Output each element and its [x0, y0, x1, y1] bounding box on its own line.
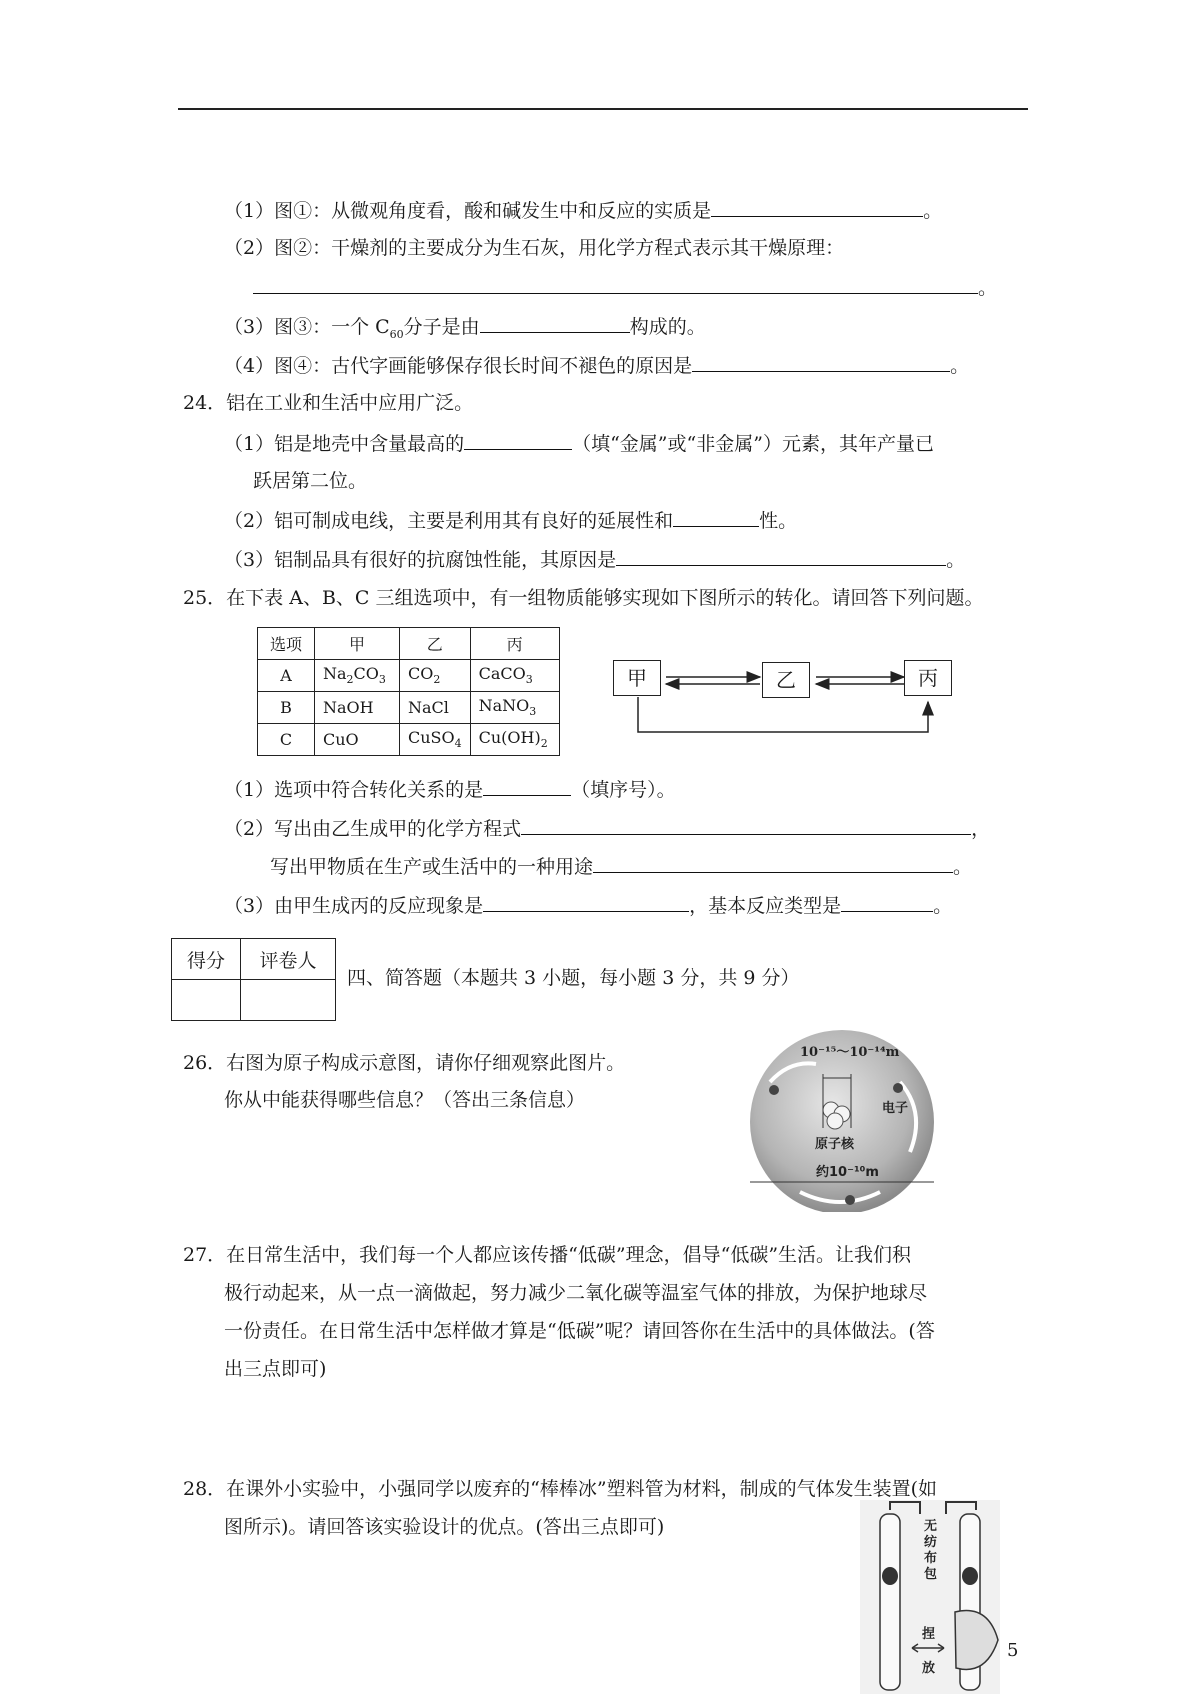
header-cell: 乙	[400, 628, 471, 660]
q23-part4: （4）图④：古代字画能够保存很长时间不褪色的原因是 。	[224, 351, 969, 379]
atom-size-label: 约10⁻¹⁰m	[816, 1165, 879, 1180]
q24-part2: （2）铝可制成电线，主要是利用其有良好的延展性和 性。	[224, 506, 797, 534]
answer-blank[interactable]	[464, 429, 572, 450]
q23-part3: （3）图③：一个 $C_{60}$分子是由 构成的。	[224, 312, 706, 348]
score-header: 得分	[172, 939, 241, 980]
answer-blank[interactable]	[593, 852, 953, 873]
electron-dot	[893, 1083, 903, 1093]
gas-generator-figure	[860, 1500, 1000, 1694]
reviewer-header: 评卷人	[241, 939, 336, 980]
q28-line2: 图所示)。请回答该实验设计的优点。(答出三点即可)	[224, 1516, 665, 1538]
answer-blank[interactable]	[521, 814, 971, 835]
q25-part1: （1）选项中符合转化关系的是 （填序号）。	[224, 775, 676, 803]
q27-line1: 27．在日常生活中，我们每一个人都应该传播“低碳”理念，倡导“低碳”生活。让我们积	[183, 1244, 912, 1266]
score-table	[171, 938, 336, 1021]
bing-cell: NaNO$_3$	[470, 692, 559, 724]
answer-blank[interactable]	[616, 545, 946, 566]
header-rule	[178, 108, 1028, 110]
release-label: 放	[922, 1661, 936, 1676]
q23-part1: （1）图①：从微观角度看，酸和碱发生中和反应的实质是 。	[224, 196, 942, 224]
table-row	[258, 724, 560, 756]
q27-line2: 极行动起来，从一点一滴做起，努力减少二氧化碳等温室气体的排放，为保护地球尽	[224, 1282, 928, 1304]
answer-blank[interactable]	[483, 891, 689, 912]
arrow-jia-to-bing	[638, 697, 928, 732]
q25-part3: （3）由甲生成丙的反应现象是 ，基本反应类型是 。	[224, 891, 952, 919]
yi-cell: $CO_2$	[400, 660, 471, 692]
page-number: 5	[1007, 1640, 1019, 1661]
electron-label: 电子	[882, 1101, 909, 1116]
answer-blank[interactable]	[253, 273, 978, 294]
table-header-row	[258, 628, 560, 660]
jia-cell: NaOH	[315, 692, 400, 724]
q27-line3: 一份责任。在日常生活中怎样做才算是“低碳”呢？请回答你在生活中的具体做法。(答	[224, 1320, 935, 1342]
q25-title: 25．在下表 A、B、C 三组选项中，有一组物质能够实现如下图所示的转化。请回答下列问题。	[183, 587, 984, 609]
nonwoven-bag	[962, 1567, 978, 1585]
jia-cell: $Na_2CO_3$	[315, 660, 400, 692]
q26-line2: 你从中能获得哪些信息？（答出三条信息）	[224, 1089, 586, 1111]
answer-blank[interactable]	[711, 196, 923, 217]
header-cell: 甲	[315, 628, 400, 660]
squeeze-label: 捏	[922, 1627, 936, 1642]
nucleus-particle	[827, 1113, 843, 1129]
box-yi: 乙	[762, 662, 810, 698]
box-bing: 丙	[904, 660, 952, 696]
q23-part2-answer: 。	[253, 273, 997, 301]
section-heading: 四、简答题（本题共 3 小题，每小题 3 分，共 9 分）	[347, 967, 800, 989]
plastic-tube-left	[880, 1514, 900, 1690]
bing-cell: $Cu(OH)_2$	[470, 724, 559, 756]
bing-cell: CaCO$_3$	[470, 660, 559, 692]
nonwoven-label: 无纺布包	[924, 1519, 938, 1582]
q24-title: 24．铝在工业和生活中应用广泛。	[183, 392, 474, 414]
q25-part2-use: 写出甲物质在生产或生活中的一种用途 。	[270, 852, 972, 880]
electron-dot	[845, 1195, 855, 1205]
q26-line1: 26．右图为原子构成示意图，请你仔细观察此图片。	[183, 1052, 626, 1074]
option-cell: B	[258, 692, 315, 724]
jia-cell: CuO	[315, 724, 400, 756]
header-cell: 丙	[470, 628, 559, 660]
header-cell: 选项	[258, 628, 315, 660]
option-cell: C	[258, 724, 315, 756]
table-row	[258, 660, 560, 692]
table-row	[258, 692, 560, 724]
atom-structure-figure	[730, 1022, 950, 1212]
q25-part2: （2）写出由乙生成甲的化学方程式 ，	[224, 814, 990, 842]
answer-blank[interactable]	[483, 775, 571, 796]
nonwoven-bag	[882, 1567, 898, 1585]
score-cell[interactable]	[172, 980, 241, 1021]
answer-blank[interactable]	[841, 891, 933, 912]
yi-cell: CuSO$_4$	[400, 724, 471, 756]
q24-part3: （3）铝制品具有很好的抗腐蚀性能，其原因是 。	[224, 545, 965, 573]
yi-cell: NaCl	[400, 692, 471, 724]
answer-blank[interactable]	[673, 506, 759, 527]
nucleus-size-label: 10⁻¹⁵～10⁻¹⁴m	[800, 1045, 900, 1060]
q23-part2: （2）图②：干燥剂的主要成分为生石灰，用化学方程式表示其干燥原理：	[224, 237, 845, 259]
q24-part1-cont: 跃居第二位。	[253, 470, 368, 492]
reviewer-cell[interactable]	[241, 980, 336, 1021]
option-cell: A	[258, 660, 315, 692]
q28-line1: 28．在课外小实验中，小强同学以废弃的“棒棒冰”塑料管为材料，制成的气体发生装置(如	[183, 1478, 938, 1500]
q27-line4: 出三点即可)	[224, 1358, 327, 1380]
q24-part1: （1）铝是地壳中含量最高的 （填“金属”或“非金属”）元素，其年产量已	[224, 429, 934, 457]
electron-dot	[769, 1085, 779, 1095]
box-jia: 甲	[613, 660, 661, 696]
answer-blank[interactable]	[480, 312, 630, 333]
options-table	[257, 627, 560, 756]
nucleus-label: 原子核	[815, 1137, 855, 1152]
answer-blank[interactable]	[692, 351, 950, 372]
